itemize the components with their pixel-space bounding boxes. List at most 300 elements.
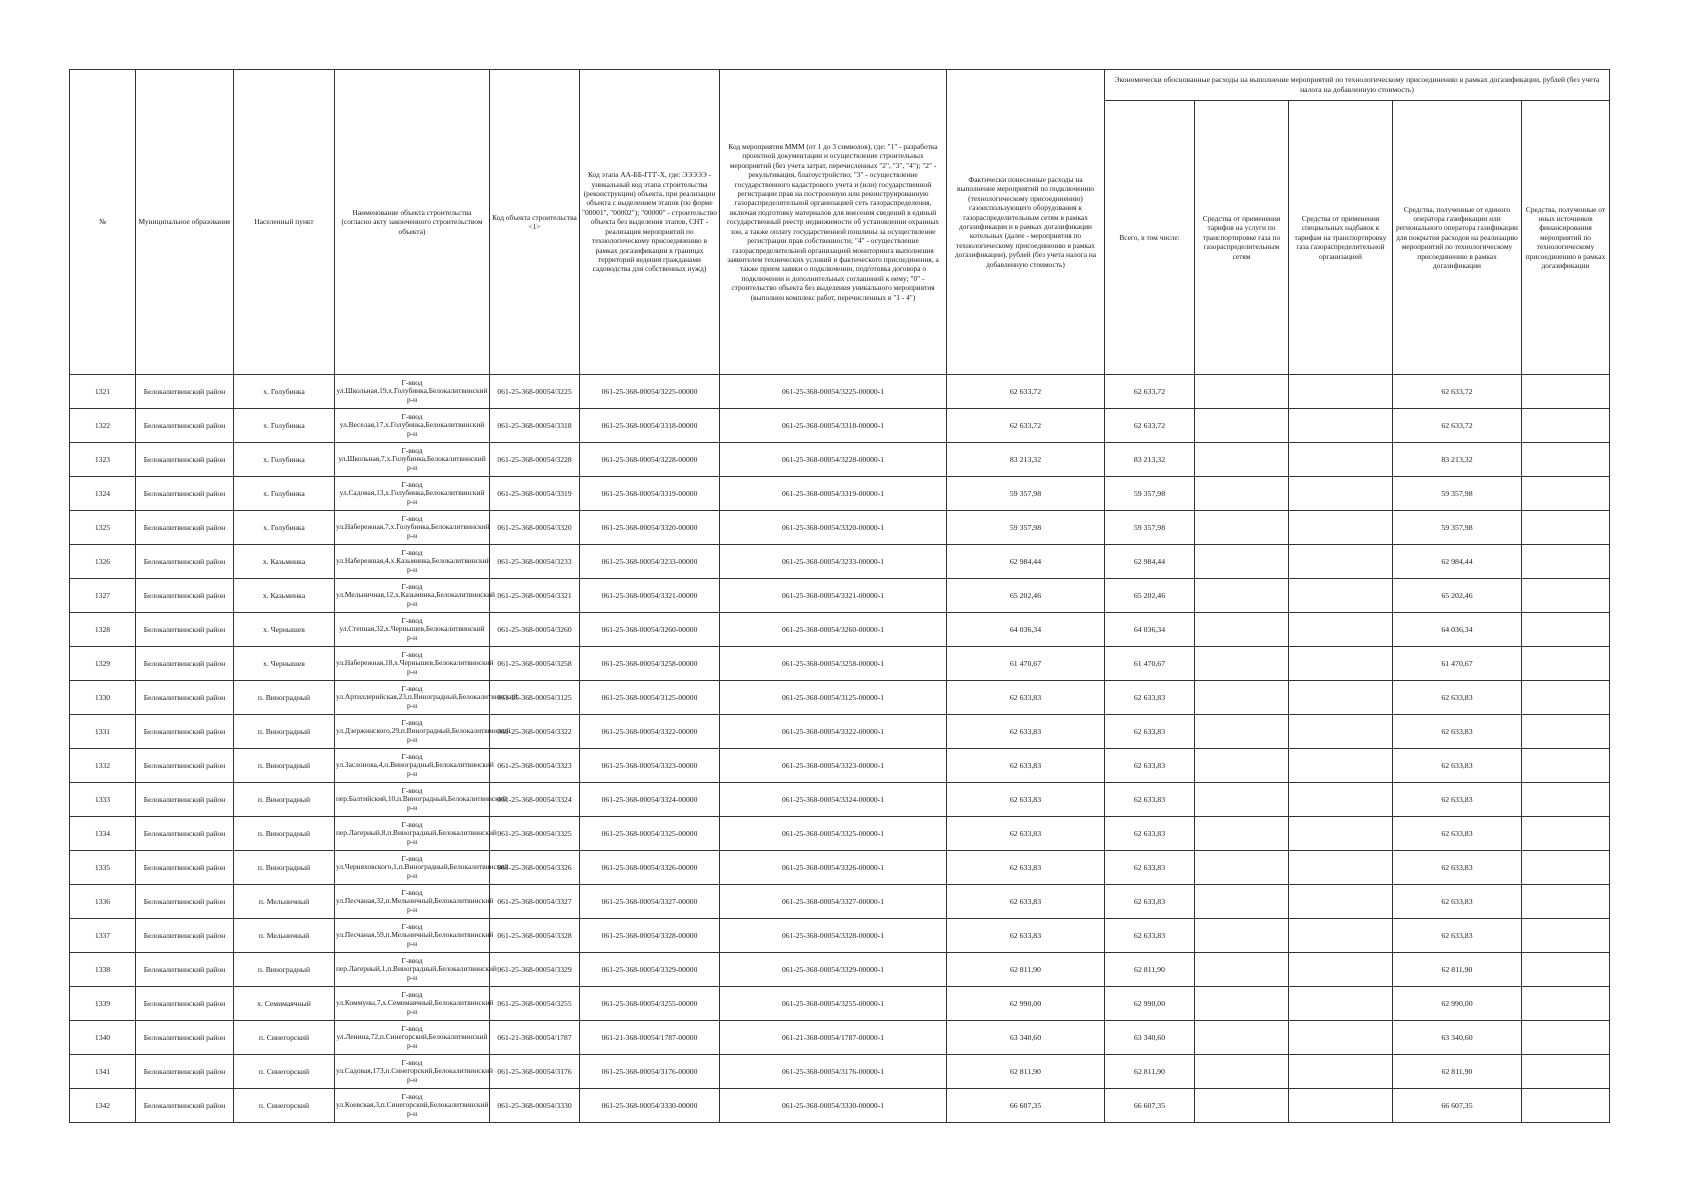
col-operator-header: Средства, полученные от единого оператора газификации или регионального оператора газификации для покрытия расходов на реализацию мероприятий по технологическому присоединению в рамках догазификации (1393, 101, 1522, 375)
row-other-funds (1522, 783, 1610, 817)
row-total: 59 357,98 (1105, 477, 1195, 511)
row-object-name: Г-ввод ул.Дзержинского,29,п.Виноградный,Белокалитвинский р-н (335, 715, 490, 749)
row-activity-code: 061-25-368-00054/3260-00000-1 (720, 613, 947, 647)
row-object-name: Г-ввод ул.Коевская,3,п.Синегорский,Белокалитвинский р-н (335, 1089, 490, 1123)
col-stage-code-header: Код этапа АА-ББ-ГГГ-Х, где: ЭЭЭЭЭ - уникальный код этапа строительства (реконструкции) объекта, при реализации объекта с выделением этапов (по форме "00001", "00002"); "00000" - строительство объекта без выделения этапов, СНТ - реализация мероприятий по технологическому присоединению в рамках догазификации в границах территорий ведения гражданами садоводства для собственных нужд) (580, 70, 720, 375)
table-row (70, 1089, 1610, 1123)
row-operator-funds: 65 202,46 (1393, 579, 1522, 613)
row-settlement: п. Виноградный (234, 715, 335, 749)
row-other-funds (1522, 511, 1610, 545)
row-operator-funds: 62 633,83 (1393, 851, 1522, 885)
row-markup-funds (1289, 987, 1393, 1021)
row-object-name: Г-ввод ул.Набережная,18,х.Чернышев,Белокалитвинский р-н (335, 647, 490, 681)
row-municipality: Белокалитвинский район (136, 817, 234, 851)
row-actual-costs: 62 811,90 (947, 953, 1105, 987)
row-markup-funds (1289, 851, 1393, 885)
col-markup-header: Средства от применения специальных надбавок к тарифам на транспортировку газа газораспределительной организацией (1289, 101, 1393, 375)
col-other-header: Средства, полученные от иных источников финансирования мероприятий по технологическому присоединению в рамках догазификации (1522, 101, 1610, 375)
row-settlement: п. Виноградный (234, 681, 335, 715)
row-tariff-funds (1195, 817, 1289, 851)
col-actual-costs-header: Фактически понесенные расходы на выполнение мероприятий по подключению (технологическому присоединению) газоиспользующего оборудования к газораспределительным сетям в рамках догазификации и в рамках догазификации котельных (далее - мероприятия по технологическому присоединению в рамках догазификации), рублей (без учета налога на добавленную стоимость) (947, 70, 1105, 375)
col-total-header: Всего, в том числе: (1105, 101, 1195, 375)
row-activity-code: 061-25-368-00054/3329-00000-1 (720, 953, 947, 987)
row-stage-code: 061-25-368-00054/3321-00000 (580, 579, 720, 613)
row-municipality: Белокалитвинский район (136, 851, 234, 885)
row-total: 62 984,44 (1105, 545, 1195, 579)
table-row (70, 817, 1610, 851)
row-operator-funds: 66 607,35 (1393, 1089, 1522, 1123)
row-settlement: х. Голубинка (234, 511, 335, 545)
row-stage-code: 061-21-368-00054/1787-00000 (580, 1021, 720, 1055)
row-object-name: Г-ввод ул.Заслонова,4,п.Виноградный,Белокалитвинский р-н (335, 749, 490, 783)
row-other-funds (1522, 409, 1610, 443)
row-number: 1335 (70, 851, 136, 885)
row-actual-costs: 59 357,98 (947, 477, 1105, 511)
row-other-funds (1522, 613, 1610, 647)
row-markup-funds (1289, 919, 1393, 953)
row-other-funds (1522, 715, 1610, 749)
row-settlement: х. Семимаячный (234, 987, 335, 1021)
row-total: 63 340,60 (1105, 1021, 1195, 1055)
row-actual-costs: 83 213,32 (947, 443, 1105, 477)
row-actual-costs: 62 633,83 (947, 851, 1105, 885)
row-total: 83 213,32 (1105, 443, 1195, 477)
row-actual-costs: 62 633,72 (947, 375, 1105, 409)
row-municipality: Белокалитвинский район (136, 409, 234, 443)
row-activity-code: 061-25-368-00054/3228-00000-1 (720, 443, 947, 477)
table-row (70, 545, 1610, 579)
row-actual-costs: 62 984,44 (947, 545, 1105, 579)
table-body (70, 375, 1610, 1123)
row-operator-funds: 64 036,34 (1393, 613, 1522, 647)
row-stage-code: 061-25-368-00054/3225-00000 (580, 375, 720, 409)
row-municipality: Белокалитвинский район (136, 511, 234, 545)
table-row (70, 749, 1610, 783)
row-object-code: 061-25-368-00054/3320 (490, 511, 580, 545)
row-settlement: п. Синегорский (234, 1055, 335, 1089)
table-row (70, 851, 1610, 885)
row-municipality: Белокалитвинский район (136, 545, 234, 579)
row-tariff-funds (1195, 409, 1289, 443)
row-settlement: п. Виноградный (234, 851, 335, 885)
row-tariff-funds (1195, 715, 1289, 749)
row-number: 1337 (70, 919, 136, 953)
row-object-code: 061-25-368-00054/3225 (490, 375, 580, 409)
row-object-code: 061-25-368-00054/3228 (490, 443, 580, 477)
row-municipality: Белокалитвинский район (136, 885, 234, 919)
table-row (70, 1021, 1610, 1055)
row-municipality: Белокалитвинский район (136, 443, 234, 477)
row-object-code: 061-21-368-00054/1787 (490, 1021, 580, 1055)
row-tariff-funds (1195, 1021, 1289, 1055)
row-stage-code: 061-25-368-00054/3260-00000 (580, 613, 720, 647)
row-tariff-funds (1195, 749, 1289, 783)
row-total: 62 633,83 (1105, 919, 1195, 953)
row-number: 1323 (70, 443, 136, 477)
row-municipality: Белокалитвинский район (136, 375, 234, 409)
row-total: 62 633,83 (1105, 715, 1195, 749)
row-activity-code: 061-25-368-00054/3330-00000-1 (720, 1089, 947, 1123)
row-settlement: п. Мельничный (234, 885, 335, 919)
row-activity-code: 061-25-368-00054/3255-00000-1 (720, 987, 947, 1021)
row-other-funds (1522, 375, 1610, 409)
row-operator-funds: 59 357,98 (1393, 477, 1522, 511)
table-row (70, 1055, 1610, 1089)
row-actual-costs: 62 633,83 (947, 817, 1105, 851)
row-operator-funds: 62 633,83 (1393, 817, 1522, 851)
row-stage-code: 061-25-368-00054/3255-00000 (580, 987, 720, 1021)
row-total: 61 470,67 (1105, 647, 1195, 681)
row-markup-funds (1289, 783, 1393, 817)
row-tariff-funds (1195, 1055, 1289, 1089)
row-municipality: Белокалитвинский район (136, 919, 234, 953)
table-row (70, 783, 1610, 817)
col-municipality-header: Муниципальное образование (136, 70, 234, 375)
row-markup-funds (1289, 511, 1393, 545)
row-markup-funds (1289, 1055, 1393, 1089)
row-activity-code: 061-25-368-00054/3225-00000-1 (720, 375, 947, 409)
row-activity-code: 061-25-368-00054/3323-00000-1 (720, 749, 947, 783)
row-other-funds (1522, 477, 1610, 511)
row-stage-code: 061-25-368-00054/3325-00000 (580, 817, 720, 851)
row-settlement: х. Казьминка (234, 545, 335, 579)
row-actual-costs: 62 633,72 (947, 409, 1105, 443)
row-settlement: х. Голубинка (234, 375, 335, 409)
row-object-name: Г-ввод ул.Песчаная,59,п.Мельничный,Белокалитвинский р-н (335, 919, 490, 953)
row-operator-funds: 61 470,67 (1393, 647, 1522, 681)
row-object-code: 061-25-368-00054/3324 (490, 783, 580, 817)
row-other-funds (1522, 1089, 1610, 1123)
row-actual-costs: 62 633,83 (947, 919, 1105, 953)
row-markup-funds (1289, 715, 1393, 749)
row-stage-code: 061-25-368-00054/3233-00000 (580, 545, 720, 579)
row-operator-funds: 62 633,83 (1393, 715, 1522, 749)
row-stage-code: 061-25-368-00054/3228-00000 (580, 443, 720, 477)
row-other-funds (1522, 885, 1610, 919)
row-settlement: х. Голубинка (234, 443, 335, 477)
row-other-funds (1522, 851, 1610, 885)
row-markup-funds (1289, 681, 1393, 715)
row-operator-funds: 62 984,44 (1393, 545, 1522, 579)
row-other-funds (1522, 681, 1610, 715)
row-settlement: п. Виноградный (234, 749, 335, 783)
row-settlement: х. Чернышев (234, 613, 335, 647)
row-tariff-funds (1195, 919, 1289, 953)
row-object-name: Г-ввод ул.Степная,32,х.Чернышев,Белокалитвинский р-н (335, 613, 490, 647)
row-other-funds (1522, 579, 1610, 613)
row-number: 1327 (70, 579, 136, 613)
row-object-code: 061-25-368-00054/3125 (490, 681, 580, 715)
table-row (70, 511, 1610, 545)
row-markup-funds (1289, 409, 1393, 443)
row-total: 62 990,00 (1105, 987, 1195, 1021)
row-other-funds (1522, 749, 1610, 783)
row-markup-funds (1289, 817, 1393, 851)
row-total: 64 036,34 (1105, 613, 1195, 647)
table-row (70, 409, 1610, 443)
row-object-name: Г-ввод пер.Лагерный,8,п.Виноградный,Белокалитвинский р-н (335, 817, 490, 851)
row-operator-funds: 62 633,83 (1393, 783, 1522, 817)
table-row (70, 477, 1610, 511)
row-actual-costs: 61 470,67 (947, 647, 1105, 681)
row-stage-code: 061-25-368-00054/3329-00000 (580, 953, 720, 987)
row-markup-funds (1289, 545, 1393, 579)
row-settlement: х. Голубинка (234, 409, 335, 443)
row-object-code: 061-25-368-00054/3328 (490, 919, 580, 953)
row-operator-funds: 62 633,72 (1393, 409, 1522, 443)
row-markup-funds (1289, 579, 1393, 613)
row-operator-funds: 62 811,90 (1393, 1055, 1522, 1089)
row-tariff-funds (1195, 647, 1289, 681)
row-stage-code: 061-25-368-00054/3319-00000 (580, 477, 720, 511)
row-number: 1340 (70, 1021, 136, 1055)
row-stage-code: 061-25-368-00054/3327-00000 (580, 885, 720, 919)
row-municipality: Белокалитвинский район (136, 477, 234, 511)
row-object-code: 061-25-368-00054/3255 (490, 987, 580, 1021)
row-stage-code: 061-25-368-00054/3320-00000 (580, 511, 720, 545)
col-tariff-header: Средства от применения тарифов на услуги по транспортировке газа по газораспределительным сетям (1195, 101, 1289, 375)
row-object-code: 061-25-368-00054/3176 (490, 1055, 580, 1089)
row-number: 1330 (70, 681, 136, 715)
row-settlement: п. Синегорский (234, 1021, 335, 1055)
row-activity-code: 061-25-368-00054/3233-00000-1 (720, 545, 947, 579)
row-total: 62 633,83 (1105, 681, 1195, 715)
row-markup-funds (1289, 1089, 1393, 1123)
row-actual-costs: 65 202,46 (947, 579, 1105, 613)
row-stage-code: 061-25-368-00054/3125-00000 (580, 681, 720, 715)
row-municipality: Белокалитвинский район (136, 579, 234, 613)
row-number: 1321 (70, 375, 136, 409)
col-activity-code-header: Код мероприятия МММ (от 1 до 3 символов), где: "1" - разработка проектной документации и осуществление строительных мероприятий (без учета затрат, перечисленных "2", "3", "4"); "2" - рекультивация, благоустройство; "3" - осуществление государственного кадастрового учета и (или) государственной регистрации прав на построенную или реконструированную газораспределительной организацией сеть газораспределения, включая подготовку материалов для внесения сведений в единый государственный реестр недвижимости об установлении охранных зон, а также оплату государственной пошлины за осуществление регистрации прав собственности; "4" - осуществление газораспределительной организацией мониторинга выполнения заявителем технических условий и фактического присоединения, а также прием заявки о подключении, подготовка договора о подключении и дополнительных соглашений к нему; "0" - строительство объекта без выделения уникального мероприятия (выполнен комплекс работ, перечисленных в "1 - 4") (720, 70, 947, 375)
col-num-header: № (70, 70, 136, 375)
row-municipality: Белокалитвинский район (136, 953, 234, 987)
row-total: 66 607,35 (1105, 1089, 1195, 1123)
row-municipality: Белокалитвинский район (136, 715, 234, 749)
row-number: 1338 (70, 953, 136, 987)
row-markup-funds (1289, 647, 1393, 681)
row-activity-code: 061-25-368-00054/3320-00000-1 (720, 511, 947, 545)
table-row (70, 681, 1610, 715)
row-actual-costs: 64 036,34 (947, 613, 1105, 647)
row-activity-code: 061-25-368-00054/3326-00000-1 (720, 851, 947, 885)
row-object-code: 061-25-368-00054/3330 (490, 1089, 580, 1123)
table-row (70, 919, 1610, 953)
row-municipality: Белокалитвинский район (136, 1089, 234, 1123)
row-activity-code: 061-25-368-00054/3328-00000-1 (720, 919, 947, 953)
row-total: 59 357,98 (1105, 511, 1195, 545)
row-total: 62 811,90 (1105, 1055, 1195, 1089)
row-object-code: 061-25-368-00054/3323 (490, 749, 580, 783)
row-operator-funds: 62 633,83 (1393, 681, 1522, 715)
row-total: 62 633,72 (1105, 375, 1195, 409)
row-object-name: Г-ввод пер.Балтийский,10,п.Виноградный,Белокалитвинский р-н (335, 783, 490, 817)
table-row (70, 443, 1610, 477)
row-object-name: Г-ввод ул.Мельничная,12,х.Казьминка,Белокалитвинский р-н (335, 579, 490, 613)
row-object-name: Г-ввод ул.Веселая,17,х.Голубинка,Белокалитвинский р-н (335, 409, 490, 443)
row-actual-costs: 62 633,83 (947, 783, 1105, 817)
row-settlement: п. Мельничный (234, 919, 335, 953)
row-total: 62 633,72 (1105, 409, 1195, 443)
economic-costs-group-header: Экономически обоснованные расходы на выполнение мероприятий по технологическому присоединению в рамках догазификации, рублей (без учета налога на добавленную стоимость) (1105, 70, 1610, 101)
row-municipality: Белокалитвинский район (136, 647, 234, 681)
row-activity-code: 061-25-368-00054/3318-00000-1 (720, 409, 947, 443)
row-tariff-funds (1195, 477, 1289, 511)
row-actual-costs: 66 607,35 (947, 1089, 1105, 1123)
row-number: 1333 (70, 783, 136, 817)
row-tariff-funds (1195, 613, 1289, 647)
row-other-funds (1522, 443, 1610, 477)
row-activity-code: 061-25-368-00054/3324-00000-1 (720, 783, 947, 817)
row-object-name: Г-ввод ул.Школьная,19,х.Голубинка,Белокалитвинский р-н (335, 375, 490, 409)
row-markup-funds (1289, 477, 1393, 511)
data-table (69, 69, 1610, 1123)
row-settlement: п. Виноградный (234, 817, 335, 851)
table-row (70, 715, 1610, 749)
row-municipality: Белокалитвинский район (136, 681, 234, 715)
row-municipality: Белокалитвинский район (136, 1021, 234, 1055)
row-stage-code: 061-25-368-00054/3323-00000 (580, 749, 720, 783)
row-total: 65 202,46 (1105, 579, 1195, 613)
row-settlement: п. Виноградный (234, 953, 335, 987)
row-markup-funds (1289, 613, 1393, 647)
table-row (70, 613, 1610, 647)
row-object-name: Г-ввод ул.Ленина,72,п.Синегорский,Белокалитвинский р-н (335, 1021, 490, 1055)
table-row (70, 953, 1610, 987)
row-other-funds (1522, 817, 1610, 851)
row-object-code: 061-25-368-00054/3319 (490, 477, 580, 511)
row-object-code: 061-25-368-00054/3329 (490, 953, 580, 987)
row-operator-funds: 62 633,83 (1393, 749, 1522, 783)
row-actual-costs: 62 990,00 (947, 987, 1105, 1021)
row-object-name: Г-ввод ул.Садовая,13,х.Голубинка,Белокалитвинский р-н (335, 477, 490, 511)
row-tariff-funds (1195, 987, 1289, 1021)
row-object-code: 061-25-368-00054/3321 (490, 579, 580, 613)
row-object-name: Г-ввод пер.Лагерный,1,п.Виноградный,Белокалитвинский р-н (335, 953, 490, 987)
row-stage-code: 061-25-368-00054/3324-00000 (580, 783, 720, 817)
row-other-funds (1522, 545, 1610, 579)
row-number: 1329 (70, 647, 136, 681)
row-object-code: 061-25-368-00054/3326 (490, 851, 580, 885)
row-markup-funds (1289, 953, 1393, 987)
row-object-name: Г-ввод ул.Артиллерийская,23,п.Виноградный,Белокалитвинский р-н (335, 681, 490, 715)
row-municipality: Белокалитвинский район (136, 987, 234, 1021)
table-header (70, 70, 1610, 375)
row-markup-funds (1289, 1021, 1393, 1055)
row-tariff-funds (1195, 681, 1289, 715)
row-number: 1331 (70, 715, 136, 749)
row-municipality: Белокалитвинский район (136, 1055, 234, 1089)
row-total: 62 633,83 (1105, 885, 1195, 919)
row-operator-funds: 63 340,60 (1393, 1021, 1522, 1055)
row-other-funds (1522, 987, 1610, 1021)
row-settlement: п. Виноградный (234, 783, 335, 817)
row-object-code: 061-25-368-00054/3258 (490, 647, 580, 681)
row-markup-funds (1289, 443, 1393, 477)
row-operator-funds: 62 990,00 (1393, 987, 1522, 1021)
row-other-funds (1522, 919, 1610, 953)
row-operator-funds: 62 633,72 (1393, 375, 1522, 409)
row-object-name: Г-ввод ул.Черняховского,1,п.Виноградный,Белокалитвинский р-н (335, 851, 490, 885)
row-stage-code: 061-25-368-00054/3328-00000 (580, 919, 720, 953)
row-number: 1322 (70, 409, 136, 443)
row-markup-funds (1289, 375, 1393, 409)
row-object-name: Г-ввод ул.Набережная,7,х.Голубинка,Белокалитвинский р-н (335, 511, 490, 545)
row-operator-funds: 62 633,83 (1393, 919, 1522, 953)
table-row (70, 987, 1610, 1021)
row-stage-code: 061-25-368-00054/3176-00000 (580, 1055, 720, 1089)
row-tariff-funds (1195, 443, 1289, 477)
row-activity-code: 061-25-368-00054/3325-00000-1 (720, 817, 947, 851)
row-operator-funds: 59 357,98 (1393, 511, 1522, 545)
row-activity-code: 061-25-368-00054/3258-00000-1 (720, 647, 947, 681)
row-object-name: Г-ввод ул.Песчаная,32,п.Мельничный,Белокалитвинский р-н (335, 885, 490, 919)
row-activity-code: 061-25-368-00054/3327-00000-1 (720, 885, 947, 919)
row-actual-costs: 62 633,83 (947, 885, 1105, 919)
row-number: 1336 (70, 885, 136, 919)
row-object-code: 061-25-368-00054/3260 (490, 613, 580, 647)
row-operator-funds: 62 811,90 (1393, 953, 1522, 987)
row-tariff-funds (1195, 511, 1289, 545)
row-settlement: х. Голубинка (234, 477, 335, 511)
row-actual-costs: 62 633,83 (947, 749, 1105, 783)
row-activity-code: 061-25-368-00054/3176-00000-1 (720, 1055, 947, 1089)
row-operator-funds: 62 633,83 (1393, 885, 1522, 919)
row-settlement: х. Чернышев (234, 647, 335, 681)
row-tariff-funds (1195, 1089, 1289, 1123)
row-total: 62 811,90 (1105, 953, 1195, 987)
row-number: 1339 (70, 987, 136, 1021)
row-settlement: п. Синегорский (234, 1089, 335, 1123)
row-object-name: Г-ввод ул.Садовая,173,п.Синегорский,Белокалитвинский р-н (335, 1055, 490, 1089)
row-municipality: Белокалитвинский район (136, 749, 234, 783)
row-other-funds (1522, 1021, 1610, 1055)
row-stage-code: 061-25-368-00054/3318-00000 (580, 409, 720, 443)
row-actual-costs: 62 633,83 (947, 681, 1105, 715)
row-object-code: 061-25-368-00054/3233 (490, 545, 580, 579)
row-stage-code: 061-25-368-00054/3330-00000 (580, 1089, 720, 1123)
col-object-code-header: Код объекта строительства <1> (490, 70, 580, 375)
row-markup-funds (1289, 749, 1393, 783)
row-activity-code: 061-25-368-00054/3319-00000-1 (720, 477, 947, 511)
row-operator-funds: 83 213,32 (1393, 443, 1522, 477)
row-total: 62 633,83 (1105, 851, 1195, 885)
row-activity-code: 061-25-368-00054/3321-00000-1 (720, 579, 947, 613)
col-object-name-header: Наименование объекта строительства (согласно акту законченного строительством объекта) (335, 70, 490, 375)
row-tariff-funds (1195, 851, 1289, 885)
row-number: 1325 (70, 511, 136, 545)
table-row (70, 885, 1610, 919)
row-settlement: х. Казьминка (234, 579, 335, 613)
row-total: 62 633,83 (1105, 749, 1195, 783)
row-object-code: 061-25-368-00054/3322 (490, 715, 580, 749)
row-stage-code: 061-25-368-00054/3322-00000 (580, 715, 720, 749)
row-number: 1341 (70, 1055, 136, 1089)
row-tariff-funds (1195, 953, 1289, 987)
row-number: 1342 (70, 1089, 136, 1123)
row-number: 1332 (70, 749, 136, 783)
row-tariff-funds (1195, 579, 1289, 613)
row-actual-costs: 62 811,90 (947, 1055, 1105, 1089)
row-other-funds (1522, 953, 1610, 987)
table-row (70, 579, 1610, 613)
row-other-funds (1522, 647, 1610, 681)
row-activity-code: 061-25-368-00054/3322-00000-1 (720, 715, 947, 749)
row-actual-costs: 62 633,83 (947, 715, 1105, 749)
row-number: 1326 (70, 545, 136, 579)
row-markup-funds (1289, 885, 1393, 919)
row-tariff-funds (1195, 545, 1289, 579)
row-object-name: Г-ввод ул.Набережная,4,х.Казьминка,Белокалитвинский р-н (335, 545, 490, 579)
